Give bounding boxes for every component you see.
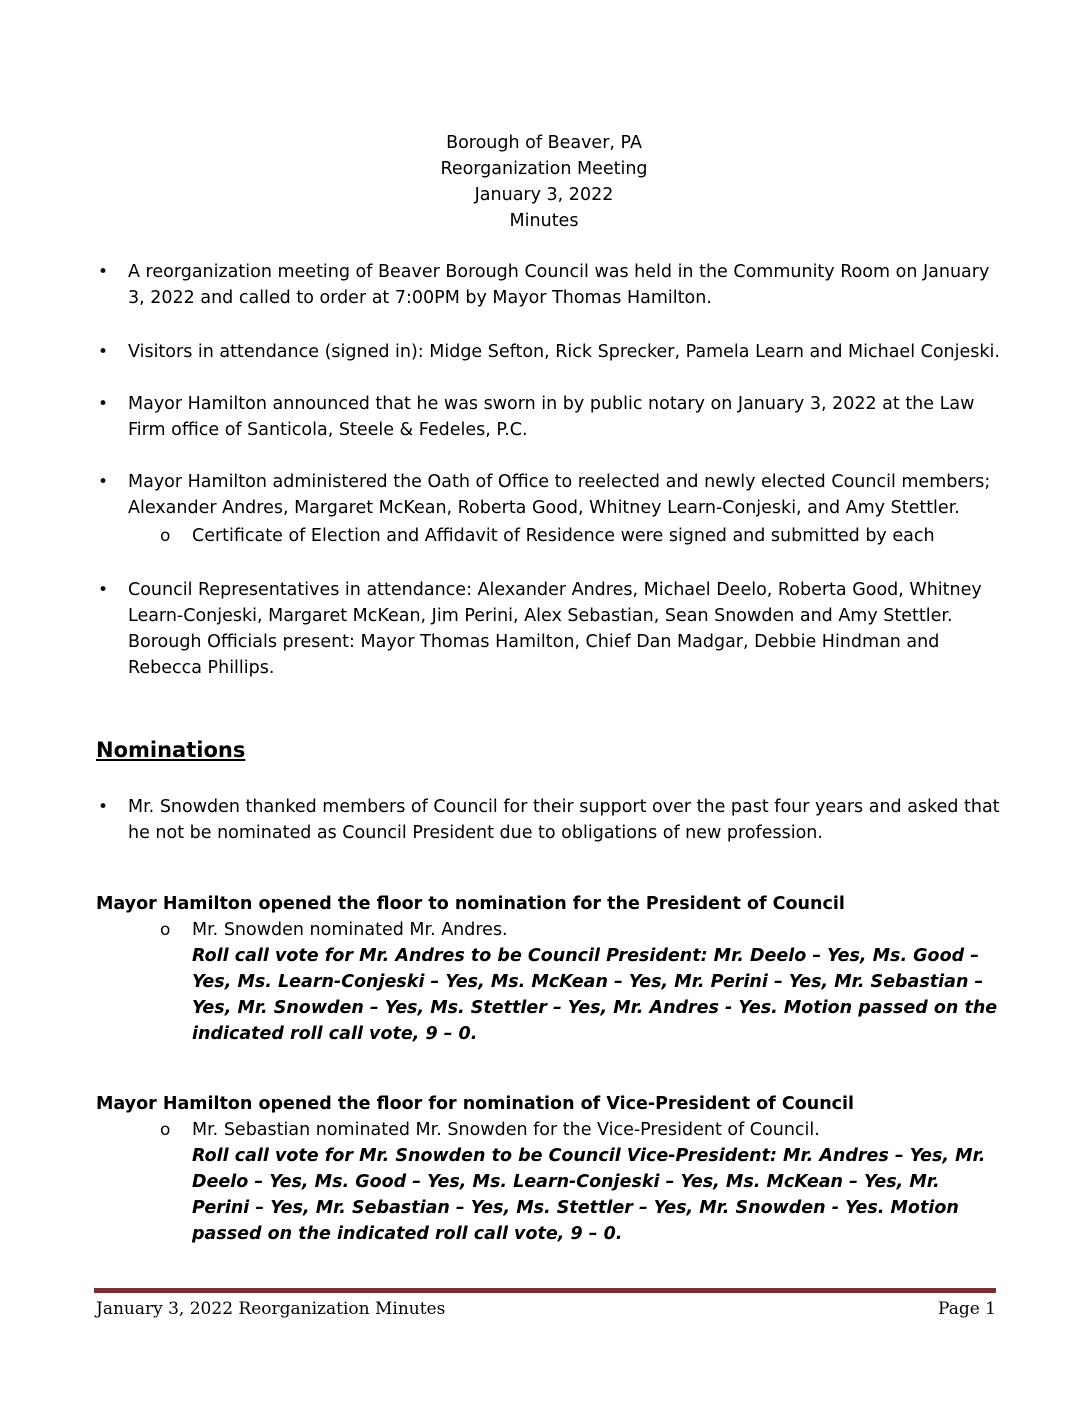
footer-page-number: Page 1 [938,1299,996,1319]
president-roll-call-vote: Roll call vote for Mr. Andres to be Council President: Mr. Deelo – Yes, Ms. Good – Yes, Ms. Learn-Conjeski – Yes, Ms. McKean – Yes, Mr. Perini – Yes, Mr. Sebastian – Yes, Mr. Snowden – Yes, Ms. Stettler – Yes, Mr. Andres - Yes. Motion passed on the indicated roll call vote, 9 – 0. [192,946,998,1044]
vice-president-nomination-heading: Mayor Hamilton opened the floor for nomination of Vice-President of Council [96,1094,855,1114]
sub-bullet-marker: o [160,526,171,546]
bullet-marker: • [98,394,109,414]
sub-bullet-marker: o [160,1120,171,1140]
bullet-call-to-order: A reorganization meeting of Beaver Borough Council was held in the Community Room on January 3, 2022 and called to order at 7:00PM by Mayor Thomas Hamilton. [128,262,990,308]
sub-bullet-marker: o [160,920,171,940]
president-nomination: Mr. Snowden nominated Mr. Andres. [192,920,508,940]
bullet-marker: • [98,262,109,282]
bullet-marker: • [98,472,109,492]
bullet-marker: • [98,342,109,362]
heading-meeting-type: Reorganization Meeting [440,159,648,179]
vice-president-roll-call-vote: Roll call vote for Mr. Snowden to be Council Vice-President: Mr. Andres – Yes, Mr. Deelo – Yes, Ms. Good – Yes, Ms. Learn-Conjeski – Yes, Ms. McKean – Yes, Mr. Perini – Yes, Mr. Sebastian – Yes, Ms. Stettler – Yes, Mr. Snowden - Yes. Motion passed on the indicated roll call vote, 9 – 0. [192,1146,986,1244]
bullet-visitors: Visitors in attendance (signed in): Midge Sefton, Rick Sprecker, Pamela Learn and Michael Conjeski. [128,342,1000,362]
bullet-mayor-sworn-in: Mayor Hamilton announced that he was sworn in by public notary on January 3, 2022 at the Law Firm office of Santicola, Steele & Fedeles, P.C. [128,394,975,440]
document-heading [0,130,1088,234]
bullet-attendance: Council Representatives in attendance: Alexander Andres, Michael Deelo, Roberta Good, Whitney Learn-Conjeski, Margaret McKean, Jim Perini, Alex Sebastian, Sean Snowden and Amy Stettler. Borough Officials present: Mayor Thomas Hamilton, Chief Dan Madgar, Debbie Hindman and Rebecca Phillips. [128,580,982,678]
bullet-marker: • [98,797,109,817]
heading-date: January 3, 2022 [474,185,614,205]
bullet-snowden-note: Mr. Snowden thanked members of Council for their support over the past four years and asked that he not be nominated as Council President due to obligations of new profession. [128,797,1000,843]
heading-minutes: Minutes [509,211,579,231]
bullet-marker: • [98,580,109,600]
bullet-oath-of-office: Mayor Hamilton administered the Oath of Office to reelected and newly elected Council members; Alexander Andres, Margaret McKean, Roberta Good, Whitney Learn-Conjeski, and Amy Stettler. [128,472,991,518]
president-nomination-heading: Mayor Hamilton opened the floor to nomination for the President of Council [96,894,845,914]
vice-president-nomination: Mr. Sebastian nominated Mr. Snowden for the Vice-President of Council. [192,1120,820,1140]
footer-document-title: January 3, 2022 Reorganization Minutes [96,1299,446,1319]
heading-borough: Borough of Beaver, PA [446,133,642,153]
section-title-nominations: Nominations [96,738,246,762]
footer-divider [94,1288,996,1293]
sub-bullet-certificate: Certificate of Election and Affidavit of Residence were signed and submitted by each [192,526,935,546]
